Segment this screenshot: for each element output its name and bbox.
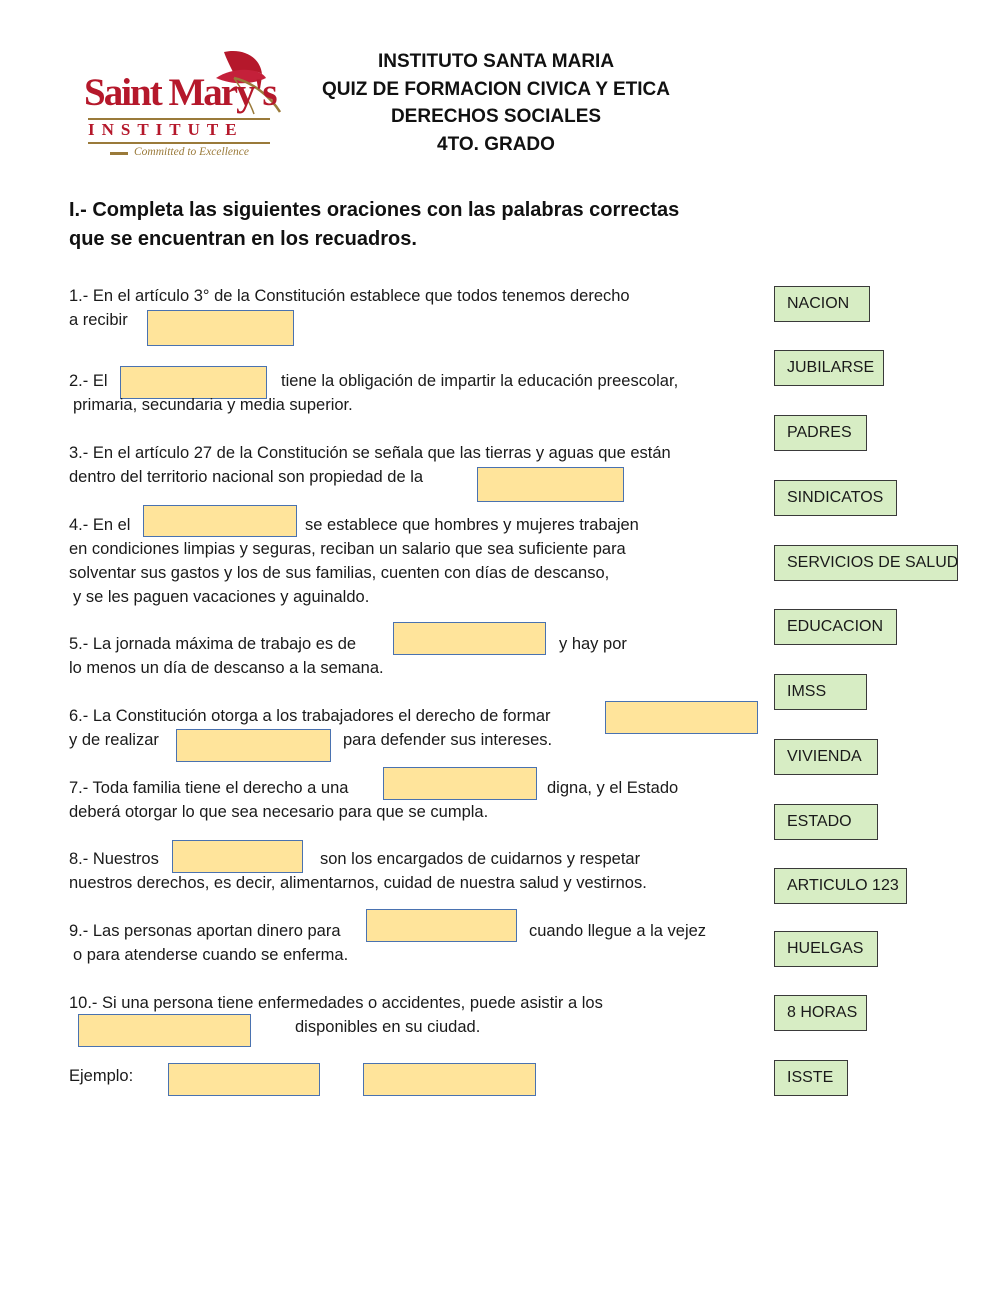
answer-box-10[interactable] <box>78 1014 251 1047</box>
question-10-line1: 10.- Si una persona tiene enfermedades o accidentes, puede asistir a los <box>69 994 603 1012</box>
logo-name: Saint Mary's <box>84 71 276 114</box>
question-5-suffix: y hay por <box>559 635 627 653</box>
question-7-line2: deberá otorgar lo que sea necesario para que se cumpla. <box>69 803 489 821</box>
question-2-suffix: tiene la obligación de impartir la educación preescolar, <box>281 372 679 390</box>
answer-box-4[interactable] <box>143 505 297 537</box>
answer-box-9[interactable] <box>366 909 517 942</box>
question-4-suffix: se establece que hombres y mujeres trabajen <box>305 516 639 534</box>
question-7-suffix: digna, y el Estado <box>547 779 679 797</box>
answer-box-6b[interactable] <box>176 729 331 762</box>
question-9-prefix: 9.- Las personas aportan dinero para <box>69 922 341 940</box>
word-card-jubilarse[interactable]: JUBILARSE <box>774 350 884 386</box>
question-8-suffix: son los encargados de cuidarnos y respetar <box>320 850 641 868</box>
word-card-nacion[interactable]: NACION <box>774 286 870 322</box>
logo-subtitle: INSTITUTE <box>88 120 244 139</box>
question-5-prefix: 5.- La jornada máxima de trabajo es de <box>69 635 357 653</box>
answer-box-8[interactable] <box>172 840 303 873</box>
word-card-imss[interactable]: IMSS <box>774 674 867 710</box>
logo-bar <box>110 152 128 155</box>
word-card-servicios-de-salud[interactable]: SERVICIOS DE SALUD <box>774 545 958 581</box>
question-3: 3.- En el artículo 27 de la Constitución se señala que las tierras y aguas que están dentro del territorio nacional son propiedad de la <box>69 444 671 486</box>
example-label: Ejemplo: <box>69 1067 134 1085</box>
word-card-huelgas[interactable]: HUELGAS <box>774 931 878 967</box>
question-1: 1.- En el artículo 3° de la Constitución establece que todos tenemos derecho a recibir <box>69 287 630 329</box>
question-6-prefix: y de realizar <box>69 731 159 749</box>
question-6-suffix: para defender sus intereses. <box>343 731 553 749</box>
question-9-suffix: cuando llegue a la vejez <box>529 922 707 940</box>
topic-title: DERECHOS SOCIALES <box>390 106 602 127</box>
example-box-1[interactable] <box>168 1063 320 1096</box>
answer-box-6a[interactable] <box>605 701 758 734</box>
school-title: INSTITUTO SANTA MARIA <box>377 51 615 72</box>
question-6-line1: 6.- La Constitución otorga a los trabajadores el derecho de formar <box>69 707 551 725</box>
example-box-2[interactable] <box>363 1063 536 1096</box>
word-card-8-horas[interactable]: 8 HORAS <box>774 995 867 1031</box>
word-card-sindicatos[interactable]: SINDICATOS <box>774 480 897 516</box>
logo-tagline: Committed to Excellence <box>134 146 249 158</box>
school-logo <box>84 48 284 166</box>
answer-box-7[interactable] <box>383 767 537 800</box>
word-card-padres[interactable]: PADRES <box>774 415 867 451</box>
question-8-line2: nuestros derechos, es decir, alimentarnos, cuidad de nuestra salud y vestirnos. <box>69 874 647 892</box>
question-4-prefix: 4.- En el <box>69 516 131 534</box>
word-card-isste[interactable]: ISSTE <box>774 1060 848 1096</box>
word-card-educacion[interactable]: EDUCACION <box>774 609 897 645</box>
word-card-articulo-123[interactable]: ARTICULO 123 <box>774 868 907 904</box>
answer-box-3[interactable] <box>477 467 624 502</box>
question-5-line2: lo menos un día de descanso a la semana. <box>69 659 384 677</box>
header <box>300 48 692 158</box>
answer-box-1[interactable] <box>147 310 294 346</box>
answer-box-5[interactable] <box>393 622 546 655</box>
question-8-prefix: 8.- Nuestros <box>69 850 159 868</box>
question-2-line2: primaria, secundaria y media superior. <box>73 396 353 414</box>
question-7-prefix: 7.- Toda familia tiene el derecho a una <box>69 779 349 797</box>
word-card-vivienda[interactable]: VIVIENDA <box>774 739 878 775</box>
question-9-line2: o para atenderse cuando se enferma. <box>73 946 349 964</box>
question-4-body: en condiciones limpias y seguras, reciban un salario que sea suficiente para solventar sus gastos y los de sus familias, cuenten con días de descanso, y se les paguen vacaciones y aguinaldo. <box>69 540 626 606</box>
logo-divider <box>88 142 270 144</box>
question-10-line2: disponibles en su ciudad. <box>295 1018 481 1036</box>
grade-title: 4TO. GRADO <box>437 133 555 155</box>
question-2-prefix: 2.- El <box>69 372 108 390</box>
quiz-title: QUIZ DE FORMACION CIVICA Y ETICA <box>321 78 670 100</box>
word-card-estado[interactable]: ESTADO <box>774 804 878 840</box>
instructions: I.- Completa las siguientes oraciones con las palabras correctas que se encuentran en los recuadros. <box>69 199 680 250</box>
